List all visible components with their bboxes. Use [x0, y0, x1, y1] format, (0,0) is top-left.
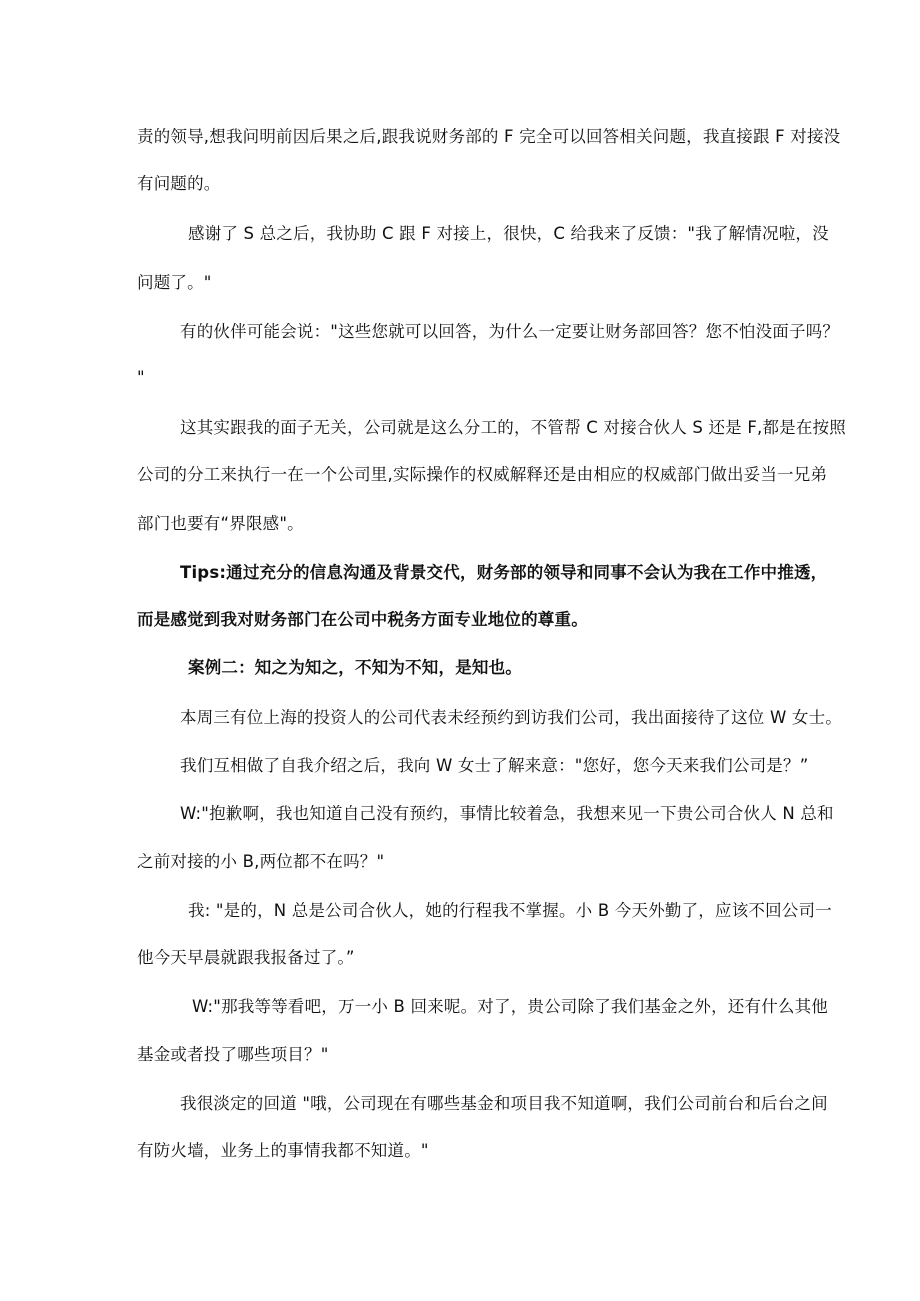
text-line: W:"那我等等看吧，万一小 B 回来呢。对了，贵公司除了我们基金之外，还有什么其他: [192, 997, 829, 1016]
text-line: 问题了。": [137, 273, 212, 292]
text-line: 我很淡定的回道 "哦，公司现在有哪些基金和项目我不知道啊，我们公司前台和后台之间: [180, 1094, 828, 1113]
text-line: 有防火墙，业务上的事情我都不知道。": [137, 1141, 429, 1160]
case-heading: 案例二：知之为知之，不知为不知，是知也。: [188, 658, 522, 677]
text-line: 他今天早晨就跟我报备过了。”: [137, 948, 355, 967]
text-line: 感谢了 S 总之后，我协助 C 跟 F 对接上，很快，C 给我来了反馈："我了解情况啦，没: [188, 224, 829, 243]
text-line: W:"抱歉啊，我也知道自己没有预约，事情比较着急，我想来见一下贵公司合伙人 N 总和: [180, 804, 834, 823]
text-line: 责的领导,想我问明前因后果之后,跟我说财务部的 F 完全可以回答相关问题，我直接跟 F 对接没: [137, 127, 841, 146]
text-line: 部门也要有“界限感"。: [137, 514, 304, 533]
text-line: 有问题的。: [137, 174, 221, 193]
text-line: 之前对接的小 B,两位都不在吗？": [137, 852, 385, 871]
text-line: ": [137, 368, 145, 387]
text-line: 基金或者投了哪些项目？": [137, 1045, 329, 1064]
text-line: 本周三有位上海的投资人的公司代表未经预约到访我们公司，我出面接待了这位 W 女士。: [180, 708, 843, 727]
text-line: 我们互相做了自我介绍之后，我向 W 女士了解来意："您好，您今天来我们公司是？”: [180, 756, 809, 775]
text-line: 我: "是的，N 总是公司合伙人，她的行程我不掌握。小 B 今天外勤了，应该不回公司一: [188, 901, 832, 920]
text-line: 这其实跟我的面子无关，公司就是这么分工的，不管帮 C 对接合伙人 S 还是 F,都是在按照: [180, 418, 846, 437]
text-line: 有的伙伴可能会说："这些您就可以回答，为什么一定要让财务部回答？您不怕没面子吗？: [180, 322, 840, 341]
text-line: 公司的分工来执行一在一个公司里,实际操作的权威解释还是由相应的权威部门做出妥当一兄弟: [137, 465, 828, 484]
tips-line: Tips:通过充分的信息沟通及背景交代，财务部的领导和同事不会认为我在工作中推透，: [180, 563, 828, 582]
tips-line: 而是感觉到我对财务部门在公司中税务方面专业地位的尊重。: [137, 610, 588, 629]
